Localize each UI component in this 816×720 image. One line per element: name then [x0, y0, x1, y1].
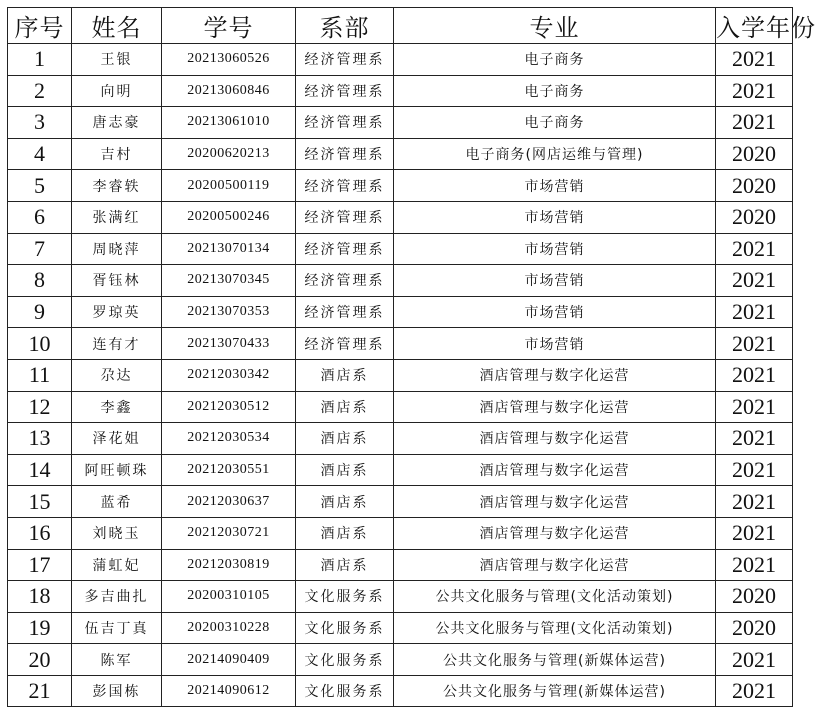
cell-major: 市场营销: [394, 170, 716, 202]
table-row: [8, 486, 793, 518]
table-row: [8, 612, 793, 644]
cell-seq: 9: [8, 296, 72, 328]
cell-student-id: 20213070345: [162, 265, 296, 297]
cell-student-id: 20200310105: [162, 581, 296, 613]
cell-seq: 1: [8, 44, 72, 76]
cell-name: 彭国栋: [72, 675, 162, 707]
cell-department: 酒店系: [296, 486, 394, 518]
cell-name: 张满红: [72, 201, 162, 233]
cell-student-id: 20212030551: [162, 454, 296, 486]
cell-student-id: 20213070433: [162, 328, 296, 360]
cell-enroll-year: 2021: [716, 296, 793, 328]
cell-seq: 16: [8, 517, 72, 549]
cell-name: 陈军: [72, 644, 162, 676]
cell-student-id: 20213061010: [162, 107, 296, 139]
cell-department: 酒店系: [296, 359, 394, 391]
cell-seq: 18: [8, 581, 72, 613]
cell-major: 酒店管理与数字化运营: [394, 517, 716, 549]
cell-department: 经济管理系: [296, 201, 394, 233]
cell-department: 经济管理系: [296, 265, 394, 297]
cell-major: 公共文化服务与管理(新媒体运营): [394, 675, 716, 707]
table-body: [8, 44, 793, 707]
cell-seq: 14: [8, 454, 72, 486]
cell-name: 连有才: [72, 328, 162, 360]
cell-major: 市场营销: [394, 296, 716, 328]
cell-student-id: 20213060846: [162, 75, 296, 107]
cell-department: 经济管理系: [296, 170, 394, 202]
cell-major: 公共文化服务与管理(新媒体运营): [394, 644, 716, 676]
cell-major: 公共文化服务与管理(文化活动策划): [394, 581, 716, 613]
cell-seq: 4: [8, 138, 72, 170]
header-student-id: 学号: [162, 8, 296, 44]
cell-enroll-year: 2021: [716, 44, 793, 76]
header-row: [8, 8, 793, 44]
cell-major: 电子商务: [394, 75, 716, 107]
cell-major: 酒店管理与数字化运营: [394, 549, 716, 581]
cell-seq: 3: [8, 107, 72, 139]
cell-department: 文化服务系: [296, 612, 394, 644]
cell-student-id: 20212030512: [162, 391, 296, 423]
cell-major: 酒店管理与数字化运营: [394, 391, 716, 423]
cell-name: 泽花姐: [72, 423, 162, 455]
cell-seq: 17: [8, 549, 72, 581]
cell-enroll-year: 2021: [716, 486, 793, 518]
header-name: 姓名: [72, 8, 162, 44]
cell-seq: 8: [8, 265, 72, 297]
cell-department: 经济管理系: [296, 328, 394, 360]
cell-student-id: 20214090409: [162, 644, 296, 676]
table-row: [8, 296, 793, 328]
cell-enroll-year: 2020: [716, 138, 793, 170]
cell-enroll-year: 2021: [716, 644, 793, 676]
header-department: 系部: [296, 8, 394, 44]
header-seq: 序号: [8, 8, 72, 44]
cell-name: 蒲虹妃: [72, 549, 162, 581]
cell-student-id: 20212030342: [162, 359, 296, 391]
cell-department: 酒店系: [296, 391, 394, 423]
cell-enroll-year: 2021: [716, 517, 793, 549]
cell-student-id: 20213060526: [162, 44, 296, 76]
cell-major: 电子商务(网店运维与管理): [394, 138, 716, 170]
cell-enroll-year: 2021: [716, 423, 793, 455]
table-row: [8, 391, 793, 423]
cell-seq: 5: [8, 170, 72, 202]
table-row: [8, 44, 793, 76]
table-row: [8, 170, 793, 202]
student-table: [7, 7, 816, 707]
cell-seq: 21: [8, 675, 72, 707]
cell-student-id: 20214090612: [162, 675, 296, 707]
cell-major: 市场营销: [394, 233, 716, 265]
cell-department: 酒店系: [296, 423, 394, 455]
cell-enroll-year: 2021: [716, 328, 793, 360]
cell-department: 酒店系: [296, 517, 394, 549]
cell-name: 唐志豪: [72, 107, 162, 139]
header-enroll-year: 入学年份: [716, 8, 793, 44]
table-row: [8, 454, 793, 486]
cell-department: 经济管理系: [296, 44, 394, 76]
cell-seq: 6: [8, 201, 72, 233]
cell-department: 酒店系: [296, 549, 394, 581]
cell-major: 酒店管理与数字化运营: [394, 454, 716, 486]
table-row: [8, 549, 793, 581]
cell-student-id: 20213070353: [162, 296, 296, 328]
cell-enroll-year: 2021: [716, 265, 793, 297]
cell-department: 经济管理系: [296, 75, 394, 107]
cell-name: 伍吉丁真: [72, 612, 162, 644]
cell-enroll-year: 2020: [716, 581, 793, 613]
cell-name: 吉村: [72, 138, 162, 170]
cell-enroll-year: 2021: [716, 454, 793, 486]
cell-enroll-year: 2021: [716, 233, 793, 265]
cell-department: 文化服务系: [296, 644, 394, 676]
cell-name: 王银: [72, 44, 162, 76]
cell-department: 文化服务系: [296, 581, 394, 613]
table-row: [8, 233, 793, 265]
table-row: [8, 581, 793, 613]
cell-student-id: 20213070134: [162, 233, 296, 265]
cell-seq: 13: [8, 423, 72, 455]
cell-enroll-year: 2020: [716, 201, 793, 233]
cell-major: 酒店管理与数字化运营: [394, 423, 716, 455]
table-row: [8, 138, 793, 170]
cell-enroll-year: 2020: [716, 612, 793, 644]
cell-name: 李睿轶: [72, 170, 162, 202]
cell-department: 经济管理系: [296, 233, 394, 265]
header-major: 专业: [394, 8, 716, 44]
cell-seq: 10: [8, 328, 72, 360]
table-row: [8, 675, 793, 707]
cell-enroll-year: 2020: [716, 170, 793, 202]
table-row: [8, 359, 793, 391]
cell-enroll-year: 2021: [716, 549, 793, 581]
cell-seq: 20: [8, 644, 72, 676]
cell-enroll-year: 2021: [716, 359, 793, 391]
cell-name: 罗琼英: [72, 296, 162, 328]
cell-seq: 15: [8, 486, 72, 518]
cell-student-id: 20212030819: [162, 549, 296, 581]
cell-enroll-year: 2021: [716, 675, 793, 707]
table-row: [8, 265, 793, 297]
cell-student-id: 20200310228: [162, 612, 296, 644]
cell-department: 经济管理系: [296, 107, 394, 139]
cell-department: 酒店系: [296, 454, 394, 486]
cell-major: 市场营销: [394, 201, 716, 233]
cell-seq: 7: [8, 233, 72, 265]
cell-student-id: 20212030534: [162, 423, 296, 455]
cell-major: 酒店管理与数字化运营: [394, 486, 716, 518]
cell-student-id: 20200620213: [162, 138, 296, 170]
cell-seq: 12: [8, 391, 72, 423]
table-row: [8, 75, 793, 107]
cell-seq: 19: [8, 612, 72, 644]
cell-name: 周晓萍: [72, 233, 162, 265]
cell-major: 市场营销: [394, 265, 716, 297]
cell-seq: 11: [8, 359, 72, 391]
cell-major: 电子商务: [394, 107, 716, 139]
cell-enroll-year: 2021: [716, 75, 793, 107]
table-row: [8, 423, 793, 455]
cell-name: 胥钰林: [72, 265, 162, 297]
cell-major: 酒店管理与数字化运营: [394, 359, 716, 391]
cell-name: 蓝希: [72, 486, 162, 518]
cell-name: 刘晓玉: [72, 517, 162, 549]
table-row: [8, 328, 793, 360]
table-row: [8, 107, 793, 139]
cell-name: 尕达: [72, 359, 162, 391]
cell-student-id: 20200500246: [162, 201, 296, 233]
cell-department: 经济管理系: [296, 138, 394, 170]
cell-major: 公共文化服务与管理(文化活动策划): [394, 612, 716, 644]
cell-major: 市场营销: [394, 328, 716, 360]
cell-seq: 2: [8, 75, 72, 107]
cell-name: 向明: [72, 75, 162, 107]
table-row: [8, 644, 793, 676]
cell-student-id: 20200500119: [162, 170, 296, 202]
cell-student-id: 20212030637: [162, 486, 296, 518]
cell-name: 李鑫: [72, 391, 162, 423]
cell-name: 阿旺顿珠: [72, 454, 162, 486]
cell-department: 文化服务系: [296, 675, 394, 707]
cell-student-id: 20212030721: [162, 517, 296, 549]
cell-major: 电子商务: [394, 44, 716, 76]
cell-enroll-year: 2021: [716, 391, 793, 423]
table-row: [8, 517, 793, 549]
cell-enroll-year: 2021: [716, 107, 793, 139]
table-row: [8, 201, 793, 233]
cell-name: 多吉曲扎: [72, 581, 162, 613]
cell-department: 经济管理系: [296, 296, 394, 328]
